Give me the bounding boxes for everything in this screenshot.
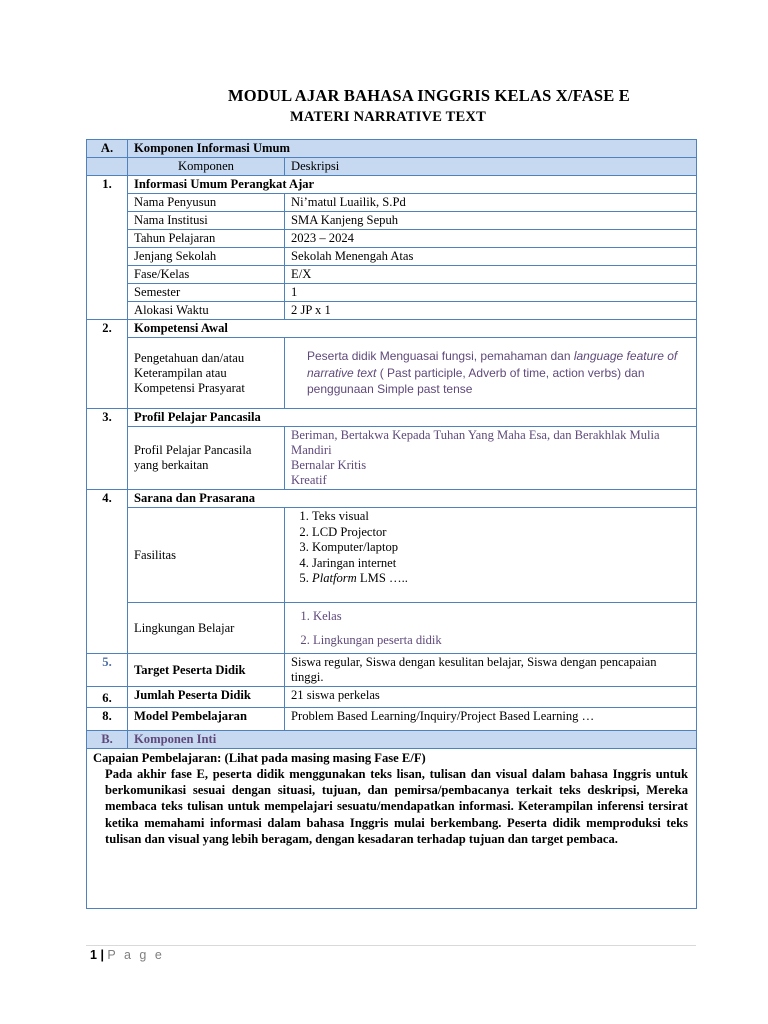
capaian-cell bbox=[87, 749, 697, 909]
s2-heading-row bbox=[87, 320, 697, 338]
list-item: 2. Lingkungan peserta didik bbox=[313, 628, 690, 652]
s6-label: Jumlah Peserta Didik bbox=[128, 687, 285, 708]
page-footer bbox=[90, 948, 164, 962]
s2-content-row bbox=[87, 338, 697, 409]
row-value: SMA Kanjeng Sepuh bbox=[285, 212, 697, 230]
s8-row bbox=[87, 708, 697, 731]
table-row bbox=[87, 248, 697, 266]
s3-content-row bbox=[87, 427, 697, 490]
row-value: Ni’matul Luailik, S.Pd bbox=[285, 194, 697, 212]
list-item: 3. Komputer/laptop bbox=[312, 540, 690, 556]
lingkungan-list-cell bbox=[285, 603, 697, 654]
table-row bbox=[87, 212, 697, 230]
row-label: Alokasi Waktu bbox=[128, 302, 285, 320]
s2-num: 2. bbox=[87, 320, 128, 409]
fasilitas-label: Fasilitas bbox=[128, 508, 285, 603]
fasilitas-list-cell bbox=[285, 508, 697, 603]
row-label: Jenjang Sekolah bbox=[128, 248, 285, 266]
footer-separator: | bbox=[100, 948, 104, 962]
column-header-row bbox=[87, 158, 697, 176]
s3-heading: Profil Pelajar Pancasila bbox=[128, 409, 697, 427]
row-label: Tahun Pelajaran bbox=[128, 230, 285, 248]
table-row bbox=[87, 266, 697, 284]
page-number: 1 bbox=[90, 948, 97, 962]
fasilitas-list bbox=[287, 509, 690, 587]
s4-heading: Sarana dan Prasarana bbox=[128, 490, 697, 508]
s2-heading: Kompetensi Awal bbox=[128, 320, 697, 338]
row-value: 1 bbox=[285, 284, 697, 302]
row-value: Sekolah Menengah Atas bbox=[285, 248, 697, 266]
s5-num: 5. bbox=[87, 654, 128, 687]
table-row bbox=[87, 230, 697, 248]
lingkungan-label: Lingkungan Belajar bbox=[128, 603, 285, 654]
s6-value: 21 siswa perkelas bbox=[285, 687, 697, 708]
profil-item: Bernalar Kritis bbox=[291, 458, 367, 472]
capaian-body: Pada akhir fase E, peserta didik menggunakan teks lisan, tulisan dan visual dalam bahasa Inggris untuk berkomunikasi sesuai dengan situasi, tujuan, dan pemirsa/pembacanya terkait teks deskripsi, Mereka membaca teks tulisan untuk mempelajari sesuatu/mendapatkan informasi. Keterampilan inferensi tersirat ketika memahami informasi dalam bahasa Inggris mulai berkembang. Peserta didik memproduksi teks tulisan dan visual yang lebih beragam, dengan kesadaran terhadap tujuan dan target pembaca. bbox=[105, 767, 689, 846]
s2-label: Pengetahuan dan/atau Keterampilan atau Kompetensi Prasyarat bbox=[128, 338, 285, 409]
s3-items bbox=[285, 427, 697, 490]
s4-heading-row bbox=[87, 490, 697, 508]
profil-item: Beriman, Bertakwa Kepada Tuhan Yang Maha Esa, dan Berakhlak Mulia bbox=[291, 428, 660, 442]
s8-num: 8. bbox=[87, 708, 128, 731]
section-b-header bbox=[87, 731, 697, 749]
s6-row bbox=[87, 687, 697, 708]
row-label: Semester bbox=[128, 284, 285, 302]
row-value: E/X bbox=[285, 266, 697, 284]
page-word: P a g e bbox=[107, 948, 165, 962]
s5-label: Target Peserta Didik bbox=[128, 654, 285, 687]
col-komponen: Komponen bbox=[128, 158, 285, 176]
lingkungan-list bbox=[287, 604, 690, 652]
s6-num: 6. bbox=[87, 687, 128, 708]
row-label: Nama Penyusun bbox=[128, 194, 285, 212]
s4-num: 4. bbox=[87, 490, 128, 654]
row-label: Nama Institusi bbox=[128, 212, 285, 230]
s8-value: Problem Based Learning/Inquiry/Project Based Learning … bbox=[285, 708, 697, 731]
capaian-heading: Capaian Pembelajaran: (Lihat pada masing masing Fase E/F) bbox=[93, 751, 426, 765]
s5-value: Siswa regular, Siswa dengan kesulitan belajar, Siswa dengan pencapaian tinggi. bbox=[285, 654, 697, 687]
footer-divider bbox=[86, 945, 696, 946]
col-deskripsi: Deskripsi bbox=[285, 158, 697, 176]
section-b-letter: B. bbox=[87, 731, 128, 749]
title-line-2: MATERI NARRATIVE TEXT bbox=[290, 109, 486, 125]
table-row bbox=[87, 284, 697, 302]
s1-num: 1. bbox=[87, 176, 128, 320]
s8-label: Model Pembelajaran bbox=[128, 708, 285, 731]
table-row bbox=[87, 194, 697, 212]
row-label: Fase/Kelas bbox=[128, 266, 285, 284]
s3-num: 3. bbox=[87, 409, 128, 490]
fasilitas-row bbox=[87, 508, 697, 603]
capaian-row bbox=[87, 749, 697, 909]
section-a-letter: A. bbox=[87, 140, 128, 158]
s5-row bbox=[87, 654, 697, 687]
module-table bbox=[86, 139, 697, 909]
s3-label: Profil Pelajar Pancasila yang berkaitan bbox=[128, 427, 285, 490]
title-line-1: MODUL AJAR BAHASA INGGRIS KELAS X/FASE E bbox=[228, 86, 630, 105]
lingkungan-row bbox=[87, 603, 697, 654]
s1-heading-row bbox=[87, 176, 697, 194]
list-item: 5. Platform LMS ….. bbox=[312, 571, 690, 587]
list-item: 1. Kelas bbox=[313, 604, 690, 628]
section-a-heading: Komponen Informasi Umum bbox=[128, 140, 697, 158]
section-b-heading: Komponen Inti bbox=[128, 731, 697, 749]
s1-heading: Informasi Umum Perangkat Ajar bbox=[128, 176, 697, 194]
table-row bbox=[87, 302, 697, 320]
profil-item: Mandiri bbox=[291, 443, 332, 457]
document-title bbox=[0, 86, 768, 126]
row-value: 2 JP x 1 bbox=[285, 302, 697, 320]
row-value: 2023 – 2024 bbox=[285, 230, 697, 248]
profil-item: Kreatif bbox=[291, 473, 327, 487]
section-a-header bbox=[87, 140, 697, 158]
list-item: 1. Teks visual bbox=[312, 509, 690, 525]
s3-heading-row bbox=[87, 409, 697, 427]
list-item: 2. LCD Projector bbox=[312, 525, 690, 541]
s2-description: Peserta didik Menguasai fungsi, pemahaman dan language feature of narrative text ( Past participle, Adverb of time, action verbs) dan penggunaan Simple past tense bbox=[285, 338, 697, 409]
list-item: 4. Jaringan internet bbox=[312, 556, 690, 572]
